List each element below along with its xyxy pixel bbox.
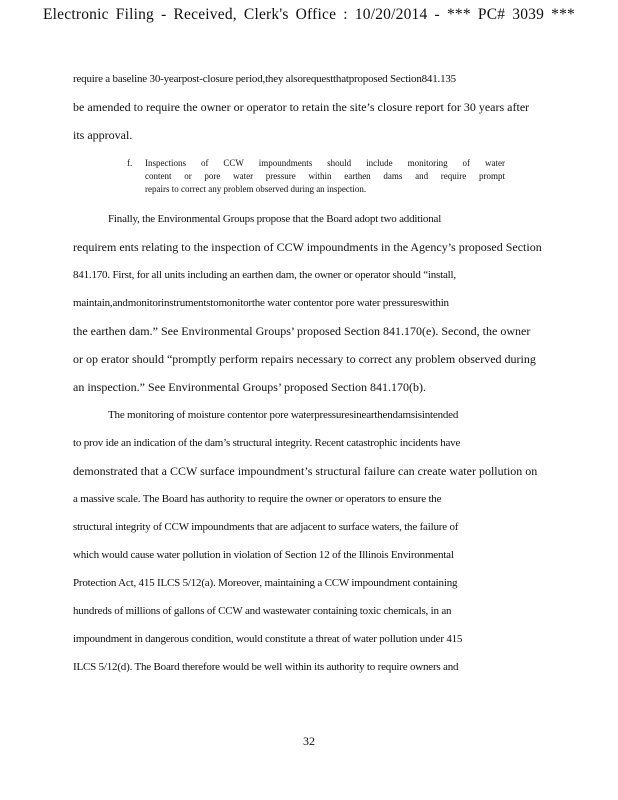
body-line: impoundment in dangerous condition, would constitute a threat of water pollution under 415 xyxy=(73,633,463,645)
filing-stamp-header: Electronic Filing - Received, Clerk's Office : 10/20/2014 - *** PC# 3039 *** xyxy=(43,6,575,23)
page-number: 32 xyxy=(303,734,315,748)
body-line: a massive scale. The Board has authority to require the owner or operators to ensure the xyxy=(73,493,442,505)
body-line: which would cause water pollution in violation of Section 12 of the Illinois Environmental xyxy=(73,549,454,561)
block-quote-line: repairs to correct any problem observed during an inspection. xyxy=(145,184,367,194)
body-line: The monitoring of moisture contentor pore waterpressuresinearthendamsisintended xyxy=(108,409,459,421)
body-line: requirem ents relating to the inspection of CCW impoundments in the Agency’s proposed Section xyxy=(73,240,542,254)
body-line: ILCS 5/12(d). The Board therefore would be well within its authority to require owners and xyxy=(73,661,459,673)
block-quote-line: content or pore water pressure within earthen dams and require prompt xyxy=(145,171,505,181)
body-line: require a baseline 30-yearpost-closure period,they alsorequestthatproposed Section841.135 xyxy=(73,73,456,85)
body-line: or op erator should “promptly perform repairs necessary to correct any problem observed during xyxy=(73,352,536,366)
body-line: structural integrity of CCW impoundments that are adjacent to surface waters, the failure of xyxy=(73,521,459,533)
body-line: be amended to require the owner or operator to retain the site’s closure report for 30 years after xyxy=(73,100,530,114)
body-line: to prov ide an indication of the dam’s structural integrity. Recent catastrophic incidents have xyxy=(73,437,461,449)
body-line: 841.170. First, for all units including an earthen dam, the owner or operator should “install, xyxy=(73,269,456,281)
block-quote-label: f. xyxy=(127,158,133,168)
block-quote-line: Inspections of CCW impoundments should include monitoring of water xyxy=(145,158,505,168)
body-line: Finally, the Environmental Groups propose that the Board adopt two additional xyxy=(108,213,442,225)
body-line: an inspection.” See Environmental Groups’ proposed Section 841.170(b). xyxy=(73,380,427,394)
body-line: maintain,andmonitorinstrumentstomonitorthe water contentor pore water pressureswithin xyxy=(73,297,449,309)
body-line: Protection Act, 415 ILCS 5/12(a). Moreover, maintaining a CCW impoundment containing xyxy=(73,577,458,589)
body-line: demonstrated that a CCW surface impoundment’s structural failure can create water pollution on xyxy=(73,464,538,478)
body-line: its approval. xyxy=(73,128,133,142)
body-line: the earthen dam.” See Environmental Groups’ proposed Section 841.170(e). Second, the owner xyxy=(73,324,531,338)
body-line: hundreds of millions of gallons of CCW and wastewater containing toxic chemicals, in an xyxy=(73,605,452,617)
